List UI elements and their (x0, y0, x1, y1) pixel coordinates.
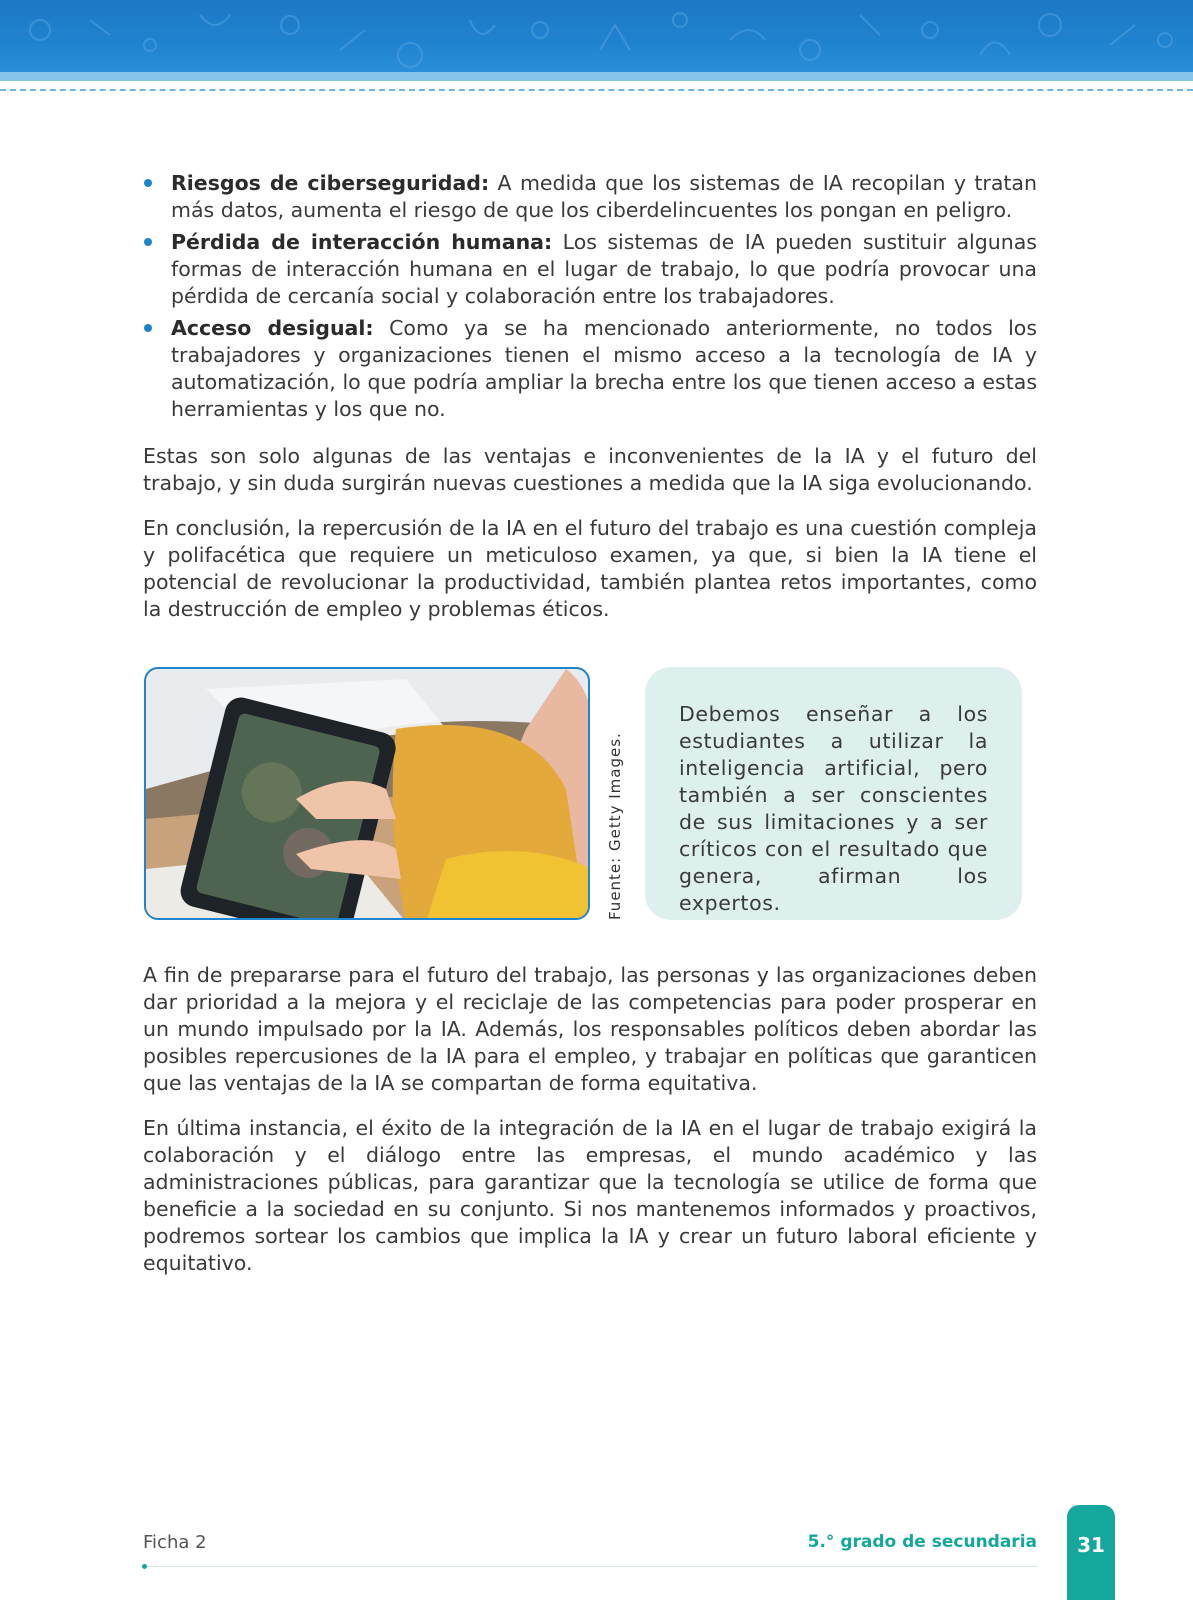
bullet-list (143, 170, 1037, 423)
paragraph: En conclusión, la repercusión de la IA en el futuro del trabajo es una cuestión compleja y polifacética que requiere un meticuloso examen, ya que, si bien la IA tiene el potencial de revolucionar la productividad, también plantea retos importantes, como la destrucción de empleo y problemas éticos. (143, 516, 1037, 621)
photo-child-tablet (144, 667, 590, 920)
paragraph: A fin de prepararse para el futuro del trabajo, las personas y las organizaciones deben dar prioridad a la mejora y el reciclaje de las competencias para poder prosperar en un mundo impulsado por la IA. Además, los responsables políticos deben abordar las posibles repercusiones de la IA para el empleo, y trabajar en políticas que garanticen que las ventajas de la IA se compartan de forma equitativa. (143, 963, 1037, 1095)
header-stripe (0, 72, 1193, 81)
photo-credit: Fuente: Getty Images. (606, 732, 624, 920)
page-number: 31 (1067, 1505, 1115, 1600)
bullet-item-cybersecurity (143, 170, 1037, 224)
quote-text: Debemos enseñar a los estudiantes a utilizar la inteligencia artificial, pero también a ser conscientes de sus limitaciones y a ser críticos con el resultado que genera, afirman los expertos. (679, 702, 988, 915)
photo-illustration-icon (146, 669, 590, 920)
bullet-text: Como ya se ha mencionado anteriormente, no todos los trabajadores y organizaciones tienen el mismo acceso a la tecnología de IA y automatización, lo que podría ampliar la brecha entre los que tienen acceso a estas herramientas y los que no. (171, 316, 1037, 421)
header-doodles-icon (0, 0, 1193, 72)
paragraph: En última instancia, el éxito de la integración de la IA en el lugar de trabajo exigirá la colaboración y el diálogo entre las empresas, el mundo académico y las administraciones públicas, para garantizar que la tecnología se utilice de forma que beneficie a la sociedad en su conjunto. Si nos mantenemos informados y proactivos, podremos sortear los cambios que implica la IA y crear un futuro laboral eficiente y equitativo. (143, 1116, 1037, 1275)
bullet-term: Pérdida de interacción humana: (171, 230, 553, 254)
quote-box (645, 667, 1022, 920)
footer-dot-icon (142, 1564, 147, 1569)
bullet-term: Acceso desigual: (171, 316, 374, 340)
bullet-text: A medida que los sistemas de IA recopilan y tratan más datos, aumenta el riesgo de que los ciberdelincuentes los pongan en peligro. (171, 171, 1037, 222)
footer-rule (143, 1566, 1037, 1567)
footer-section-label: Ficha 2 (143, 1532, 207, 1553)
header-dashed-rule (0, 89, 1193, 91)
bullet-text: Los sistemas de IA pueden sustituir algunas formas de interacción humana en el lugar de trabajo, lo que podría provocar una pérdida de cercanía social y colaboración entre los trabajadores. (171, 230, 1037, 308)
main-content-top (143, 170, 1037, 623)
bullet-term: Riesgos de ciberseguridad: (171, 171, 490, 195)
bullet-item-human-interaction (143, 229, 1037, 310)
bullet-item-unequal-access (143, 315, 1037, 423)
footer-grade-label: 5.° grado de secundaria (807, 1532, 1037, 1552)
paragraph: Estas son solo algunas de las ventajas e inconvenientes de la IA y el futuro del trabajo, y sin duda surgirán nuevas cuestiones a medida que la IA siga evolucionando. (143, 444, 1037, 495)
main-content-bottom (143, 962, 1037, 1277)
header-band (0, 0, 1193, 72)
